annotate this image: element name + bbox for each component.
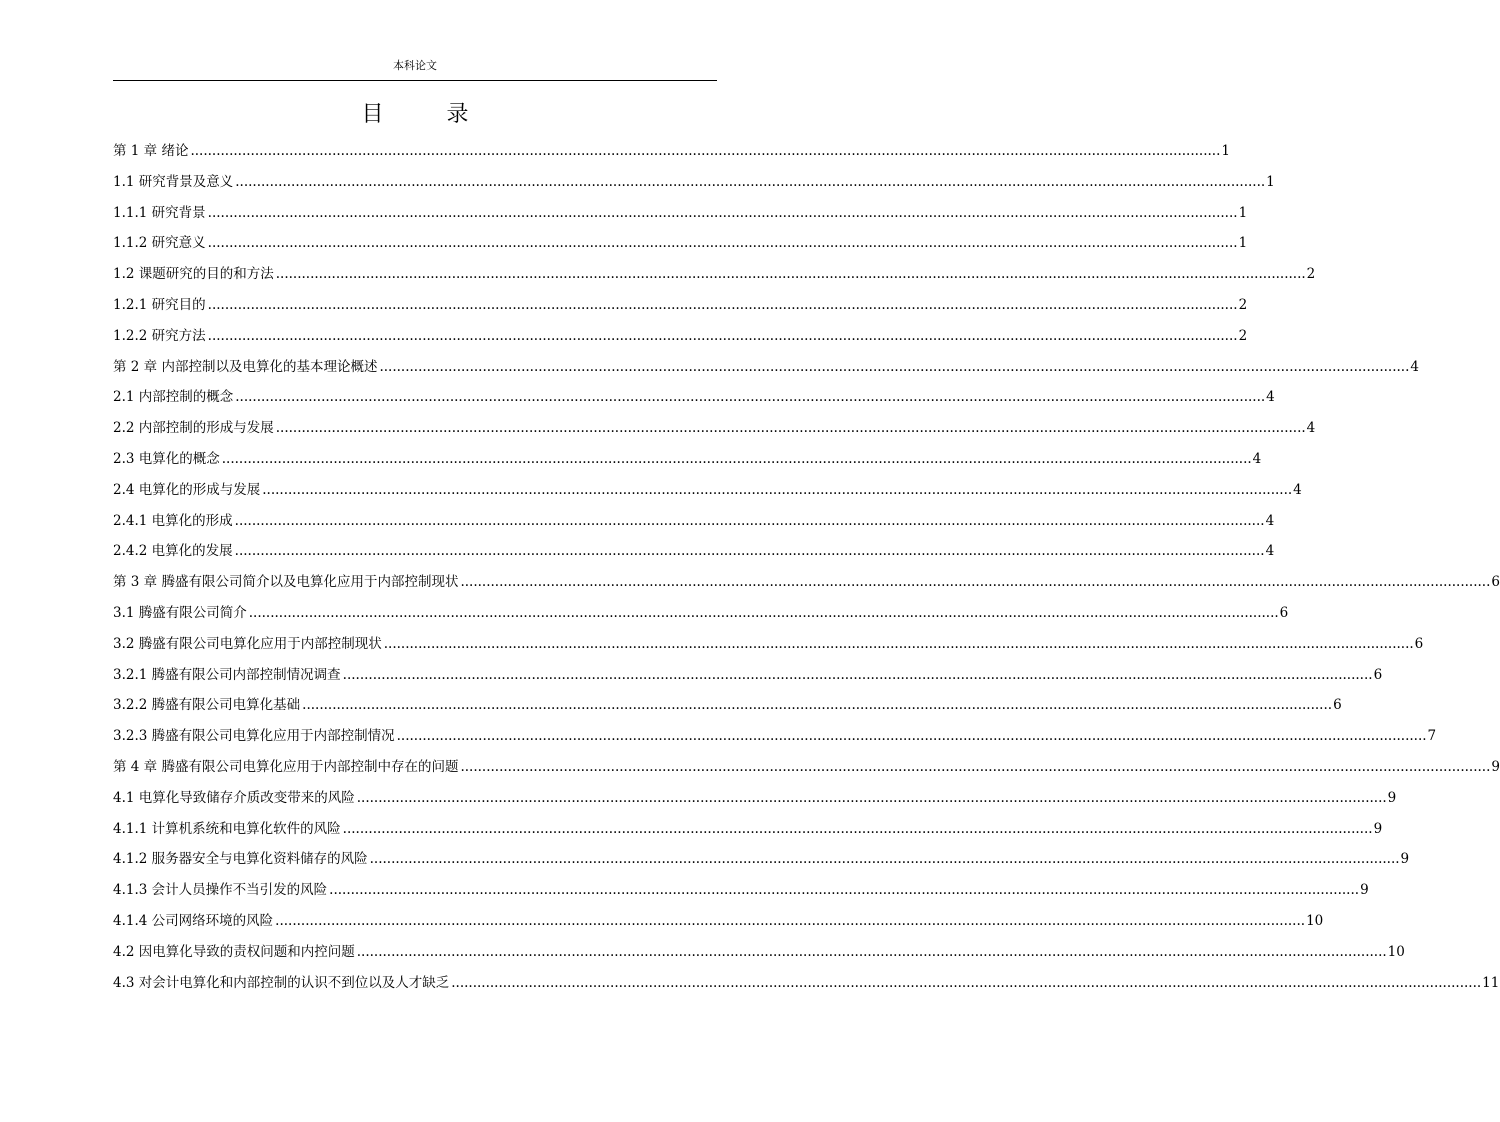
- toc-entry-label: 2.4.1 电算化的形成: [113, 512, 233, 529]
- toc-entry[interactable]: [113, 844, 1410, 875]
- toc-entry[interactable]: [113, 783, 1397, 814]
- toc-entry-label: 4.1.3 会计人员操作不当引发的风险: [113, 882, 328, 899]
- toc-entry[interactable]: [113, 567, 1500, 598]
- toc-entry[interactable]: [113, 690, 1342, 721]
- toc-entry[interactable]: [113, 506, 1275, 537]
- toc-dot-leader: ................................................................................................................................................................................................................................................: [234, 512, 1265, 529]
- toc-dot-leader: ................................................................................................................................................................................................................................................: [356, 789, 1387, 806]
- toc-entry[interactable]: [113, 352, 1419, 383]
- toc-entry[interactable]: [113, 721, 1437, 752]
- toc-entry[interactable]: [113, 536, 1275, 567]
- toc-dot-leader: ................................................................................................................................................................................................................................................: [342, 666, 1373, 683]
- toc-entry-label: 2.1 内部控制的概念: [113, 389, 234, 406]
- toc-entry[interactable]: [113, 259, 1316, 290]
- toc-entry-label: 4.2 因电算化导致的责权问题和内控问题: [113, 943, 355, 960]
- toc-entry[interactable]: [113, 198, 1248, 229]
- toc-entry[interactable]: [113, 167, 1275, 198]
- toc-entry[interactable]: [113, 475, 1302, 506]
- toc-dot-leader: ................................................................................................................................................................................................................................................: [302, 697, 1333, 714]
- toc-entry[interactable]: [113, 968, 1500, 999]
- toc-entry-page-number: 9: [1491, 758, 1500, 775]
- toc-entry-page-number: 2: [1306, 266, 1316, 283]
- toc-entry-label: 2.2 内部控制的形成与发展: [113, 420, 274, 437]
- toc-entry-page-number: 1: [1266, 173, 1275, 190]
- table-of-contents: [113, 136, 1500, 998]
- toc-entry[interactable]: [113, 228, 1248, 259]
- toc-entry[interactable]: [113, 660, 1383, 691]
- toc-entry[interactable]: [113, 598, 1289, 629]
- toc-entry-label: 2.4.2 电算化的发展: [113, 543, 233, 560]
- toc-entry-label: 第 1 章 绪论: [113, 143, 189, 159]
- toc-entry-label: 4.3 对会计电算化和内部控制的认识不到位以及人才缺乏: [113, 974, 450, 991]
- toc-dot-leader: ................................................................................................................................................................................................................................................: [460, 758, 1491, 775]
- page-header: [113, 54, 717, 81]
- toc-entry-page-number: 2: [1238, 327, 1248, 344]
- toc-entry[interactable]: [113, 875, 1369, 906]
- toc-entry[interactable]: [113, 752, 1500, 783]
- toc-entry[interactable]: [113, 382, 1275, 413]
- toc-dot-leader: ................................................................................................................................................................................................................................................: [234, 543, 1265, 560]
- toc-dot-leader: ................................................................................................................................................................................................................................................: [248, 604, 1279, 621]
- toc-entry-label: 1.2.1 研究目的: [113, 296, 206, 313]
- toc-dot-leader: ................................................................................................................................................................................................................................................: [275, 266, 1306, 283]
- toc-entry[interactable]: [113, 814, 1383, 845]
- toc-entry[interactable]: [113, 444, 1262, 475]
- page-header-text: 本科论文: [393, 59, 437, 72]
- toc-entry-label: 1.1 研究背景及意义: [113, 173, 234, 190]
- toc-dot-leader: ................................................................................................................................................................................................................................................: [207, 296, 1238, 313]
- toc-dot-leader: ................................................................................................................................................................................................................................................: [329, 882, 1360, 899]
- toc-dot-leader: ................................................................................................................................................................................................................................................: [379, 358, 1410, 375]
- toc-entry-label: 3.1 腾盛有限公司简介: [113, 604, 247, 621]
- toc-entry-page-number: 4: [1266, 389, 1275, 406]
- toc-entry-page-number: 9: [1360, 882, 1369, 899]
- toc-entry-page-number: 10: [1387, 943, 1405, 960]
- toc-entry-page-number: 1: [1238, 235, 1248, 252]
- toc-dot-leader: ................................................................................................................................................................................................................................................: [396, 728, 1427, 745]
- toc-entry-page-number: 6: [1373, 666, 1383, 683]
- toc-entry-page-number: 1: [1238, 204, 1248, 221]
- toc-entry-label: 第 3 章 腾盛有限公司简介以及电算化应用于内部控制现状: [113, 574, 459, 591]
- toc-dot-leader: ................................................................................................................................................................................................................................................: [369, 851, 1400, 868]
- toc-entry-page-number: 6: [1491, 574, 1500, 591]
- toc-entry-label: 4.1.2 服务器安全与电算化资料储存的风险: [113, 851, 368, 868]
- toc-entry[interactable]: [113, 937, 1405, 968]
- toc-dot-leader: ................................................................................................................................................................................................................................................: [190, 143, 1221, 159]
- toc-dot-leader: ................................................................................................................................................................................................................................................: [451, 974, 1482, 991]
- toc-entry-page-number: 4: [1265, 543, 1275, 560]
- toc-entry[interactable]: [113, 290, 1248, 321]
- toc-dot-leader: ................................................................................................................................................................................................................................................: [460, 574, 1491, 591]
- toc-entry-page-number: 4: [1306, 420, 1316, 437]
- toc-dot-leader: ................................................................................................................................................................................................................................................: [207, 204, 1238, 221]
- toc-entry[interactable]: [113, 629, 1424, 660]
- toc-entry-label: 1.2 课题研究的目的和方法: [113, 266, 274, 283]
- toc-dot-leader: ................................................................................................................................................................................................................................................: [221, 450, 1252, 467]
- toc-entry[interactable]: [113, 906, 1324, 937]
- toc-entry-page-number: 7: [1427, 728, 1437, 745]
- toc-entry-page-number: 4: [1252, 450, 1262, 467]
- toc-dot-leader: ................................................................................................................................................................................................................................................: [235, 389, 1266, 406]
- toc-entry-page-number: 9: [1400, 851, 1410, 868]
- toc-entry-page-number: 9: [1387, 789, 1397, 806]
- toc-entry-label: 第 2 章 内部控制以及电算化的基本理论概述: [113, 358, 378, 375]
- toc-entry-label: 1.1.1 研究背景: [113, 204, 206, 221]
- toc-entry-page-number: 9: [1373, 820, 1383, 837]
- toc-entry-page-number: 4: [1265, 512, 1275, 529]
- toc-entry-page-number: 2: [1238, 296, 1248, 313]
- toc-entry-page-number: 11: [1482, 974, 1500, 991]
- toc-entry-label: 3.2.3 腾盛有限公司电算化应用于内部控制情况: [113, 728, 395, 745]
- toc-entry-label: 3.2.1 腾盛有限公司内部控制情况调查: [113, 666, 341, 683]
- toc-entry-page-number: 6: [1333, 697, 1342, 714]
- toc-entry-label: 1.2.2 研究方法: [113, 327, 206, 344]
- toc-dot-leader: ................................................................................................................................................................................................................................................: [342, 820, 1373, 837]
- toc-entry-label: 第 4 章 腾盛有限公司电算化应用于内部控制中存在的问题: [113, 758, 459, 775]
- toc-entry-label: 4.1.1 计算机系统和电算化软件的风险: [113, 820, 341, 837]
- toc-entry-page-number: 6: [1414, 635, 1424, 652]
- toc-dot-leader: ................................................................................................................................................................................................................................................: [235, 173, 1266, 190]
- toc-entry-label: 2.3 电算化的概念: [113, 450, 220, 467]
- toc-dot-leader: ................................................................................................................................................................................................................................................: [275, 912, 1306, 929]
- toc-entry[interactable]: [113, 321, 1248, 352]
- toc-entry-label: 1.1.2 研究意义: [113, 235, 206, 252]
- toc-entry-page-number: 6: [1279, 604, 1289, 621]
- toc-entry-label: 3.2.2 腾盛有限公司电算化基础: [113, 697, 301, 714]
- toc-entry-page-number: 1: [1221, 143, 1230, 159]
- toc-dot-leader: ................................................................................................................................................................................................................................................: [275, 420, 1306, 437]
- toc-entry[interactable]: [113, 413, 1316, 444]
- toc-entry-page-number: 4: [1293, 481, 1302, 498]
- toc-entry-page-number: 10: [1306, 912, 1324, 929]
- toc-entry-label: 4.1.4 公司网络环境的风险: [113, 912, 274, 929]
- toc-title: 目 录: [361, 102, 497, 127]
- toc-entry-label: 3.2 腾盛有限公司电算化应用于内部控制现状: [113, 635, 382, 652]
- toc-dot-leader: ................................................................................................................................................................................................................................................: [262, 481, 1293, 498]
- toc-entry-page-number: 4: [1410, 358, 1419, 375]
- toc-dot-leader: ................................................................................................................................................................................................................................................: [207, 235, 1238, 252]
- toc-entry[interactable]: [113, 136, 1230, 167]
- toc-entry-label: 4.1 电算化导致储存介质改变带来的风险: [113, 789, 355, 806]
- toc-entry-label: 2.4 电算化的形成与发展: [113, 481, 261, 498]
- toc-dot-leader: ................................................................................................................................................................................................................................................: [383, 635, 1414, 652]
- toc-dot-leader: ................................................................................................................................................................................................................................................: [207, 327, 1238, 344]
- toc-dot-leader: ................................................................................................................................................................................................................................................: [356, 943, 1387, 960]
